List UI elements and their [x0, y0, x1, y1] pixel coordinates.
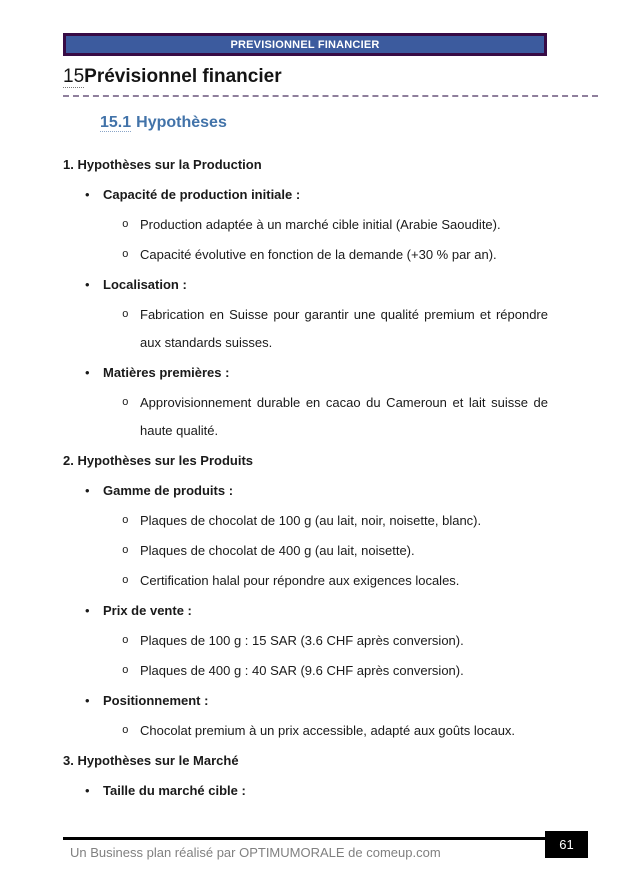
numbered-section-title: 3. Hypothèses sur le Marché	[63, 753, 239, 768]
bullet-dot-icon: •	[85, 603, 90, 618]
sub-bullet-item	[63, 507, 548, 535]
bullet-label: Positionnement :	[103, 693, 209, 708]
numbered-section-title: 1. Hypothèses sur la Production	[63, 157, 262, 172]
section-heading-number: 15.1	[100, 114, 132, 131]
circle-bullet-icon: o	[122, 397, 129, 409]
bullet-label: Capacité de production initiale :	[103, 187, 301, 202]
section-heading	[100, 114, 227, 132]
bullet-label: Matières premières :	[103, 365, 230, 380]
section-heading-title: Hypothèses	[136, 114, 227, 131]
circle-bullet-icon: o	[122, 249, 129, 261]
bullet-label: Taille du marché cible :	[103, 783, 246, 798]
sub-bullet-text: Plaques de chocolat de 100 g (au lait, noir, noisette, blanc).	[140, 513, 482, 528]
page-number-badge	[545, 831, 588, 858]
sub-bullet-text: Chocolat premium à un prix accessible, adapté aux goûts locaux.	[140, 723, 516, 738]
sub-bullet-item	[63, 211, 548, 239]
footer-credit-text: Un Business plan réalisé par OPTIMUMORALE de comeup.com	[70, 845, 441, 860]
sub-bullet-item	[63, 717, 548, 745]
page-number: 61	[559, 837, 574, 852]
sub-bullet-text: Plaques de 400 g : 40 SAR (9.6 CHF après conversion).	[140, 663, 464, 678]
circle-bullet-icon: o	[122, 575, 129, 587]
document-body	[63, 151, 548, 807]
sub-bullet-item	[63, 301, 548, 357]
sub-bullet-text: Production adaptée à un marché cible initial (Arabie Saoudite).	[140, 217, 501, 232]
numbered-section-title: 2. Hypothèses sur les Produits	[63, 453, 254, 468]
chapter-title: Prévisionnel financier	[84, 66, 282, 87]
heading-dashed-rule	[63, 95, 598, 97]
chapter-number: 15	[63, 66, 85, 87]
circle-bullet-icon: o	[122, 725, 129, 737]
bullet-dot-icon: •	[85, 483, 90, 498]
sub-bullet-item	[63, 657, 548, 685]
sub-bullet-item	[63, 241, 548, 269]
sub-bullet-item	[63, 567, 548, 595]
sub-bullet-item	[63, 389, 548, 445]
chapter-heading	[63, 66, 282, 88]
bullet-dot-icon: •	[85, 277, 90, 292]
bullet-label: Prix de vente :	[103, 603, 192, 618]
circle-bullet-icon: o	[122, 515, 129, 527]
page-header-banner	[63, 33, 547, 56]
sub-bullet-text: Plaques de 100 g : 15 SAR (3.6 CHF après conversion).	[140, 633, 464, 648]
circle-bullet-icon: o	[122, 545, 129, 557]
bullet-label: Localisation :	[103, 277, 187, 292]
circle-bullet-icon: o	[122, 219, 129, 231]
sub-bullet-text: Certification halal pour répondre aux exigences locales.	[140, 573, 460, 588]
sub-bullet-item	[63, 627, 548, 655]
bullet-item	[63, 597, 548, 625]
sub-bullet-text: Fabrication en Suisse pour garantir une qualité premium et répondre aux standards suisses.	[140, 307, 548, 350]
bullet-item	[63, 477, 548, 505]
footer-rule	[63, 837, 545, 840]
banner-title: PREVISIONNEL FINANCIER	[230, 38, 380, 51]
sub-bullet-text: Approvisionnement durable en cacao du Cameroun et lait suisse de haute qualité.	[140, 395, 548, 438]
bullet-item	[63, 687, 548, 715]
sub-bullet-text: Plaques de chocolat de 400 g (au lait, noisette).	[140, 543, 415, 558]
bullet-item	[63, 359, 548, 387]
bullet-item	[63, 777, 548, 805]
sub-bullet-item	[63, 537, 548, 565]
sub-bullet-text: Capacité évolutive en fonction de la demande (+30 % par an).	[140, 247, 497, 262]
circle-bullet-icon: o	[122, 635, 129, 647]
bullet-dot-icon: •	[85, 187, 90, 202]
bullet-label: Gamme de produits :	[103, 483, 234, 498]
bullet-item	[63, 271, 548, 299]
bullet-dot-icon: •	[85, 693, 90, 708]
circle-bullet-icon: o	[122, 309, 129, 321]
bullet-dot-icon: •	[85, 783, 90, 798]
bullet-dot-icon: •	[85, 365, 90, 380]
circle-bullet-icon: o	[122, 665, 129, 677]
bullet-item	[63, 181, 548, 209]
